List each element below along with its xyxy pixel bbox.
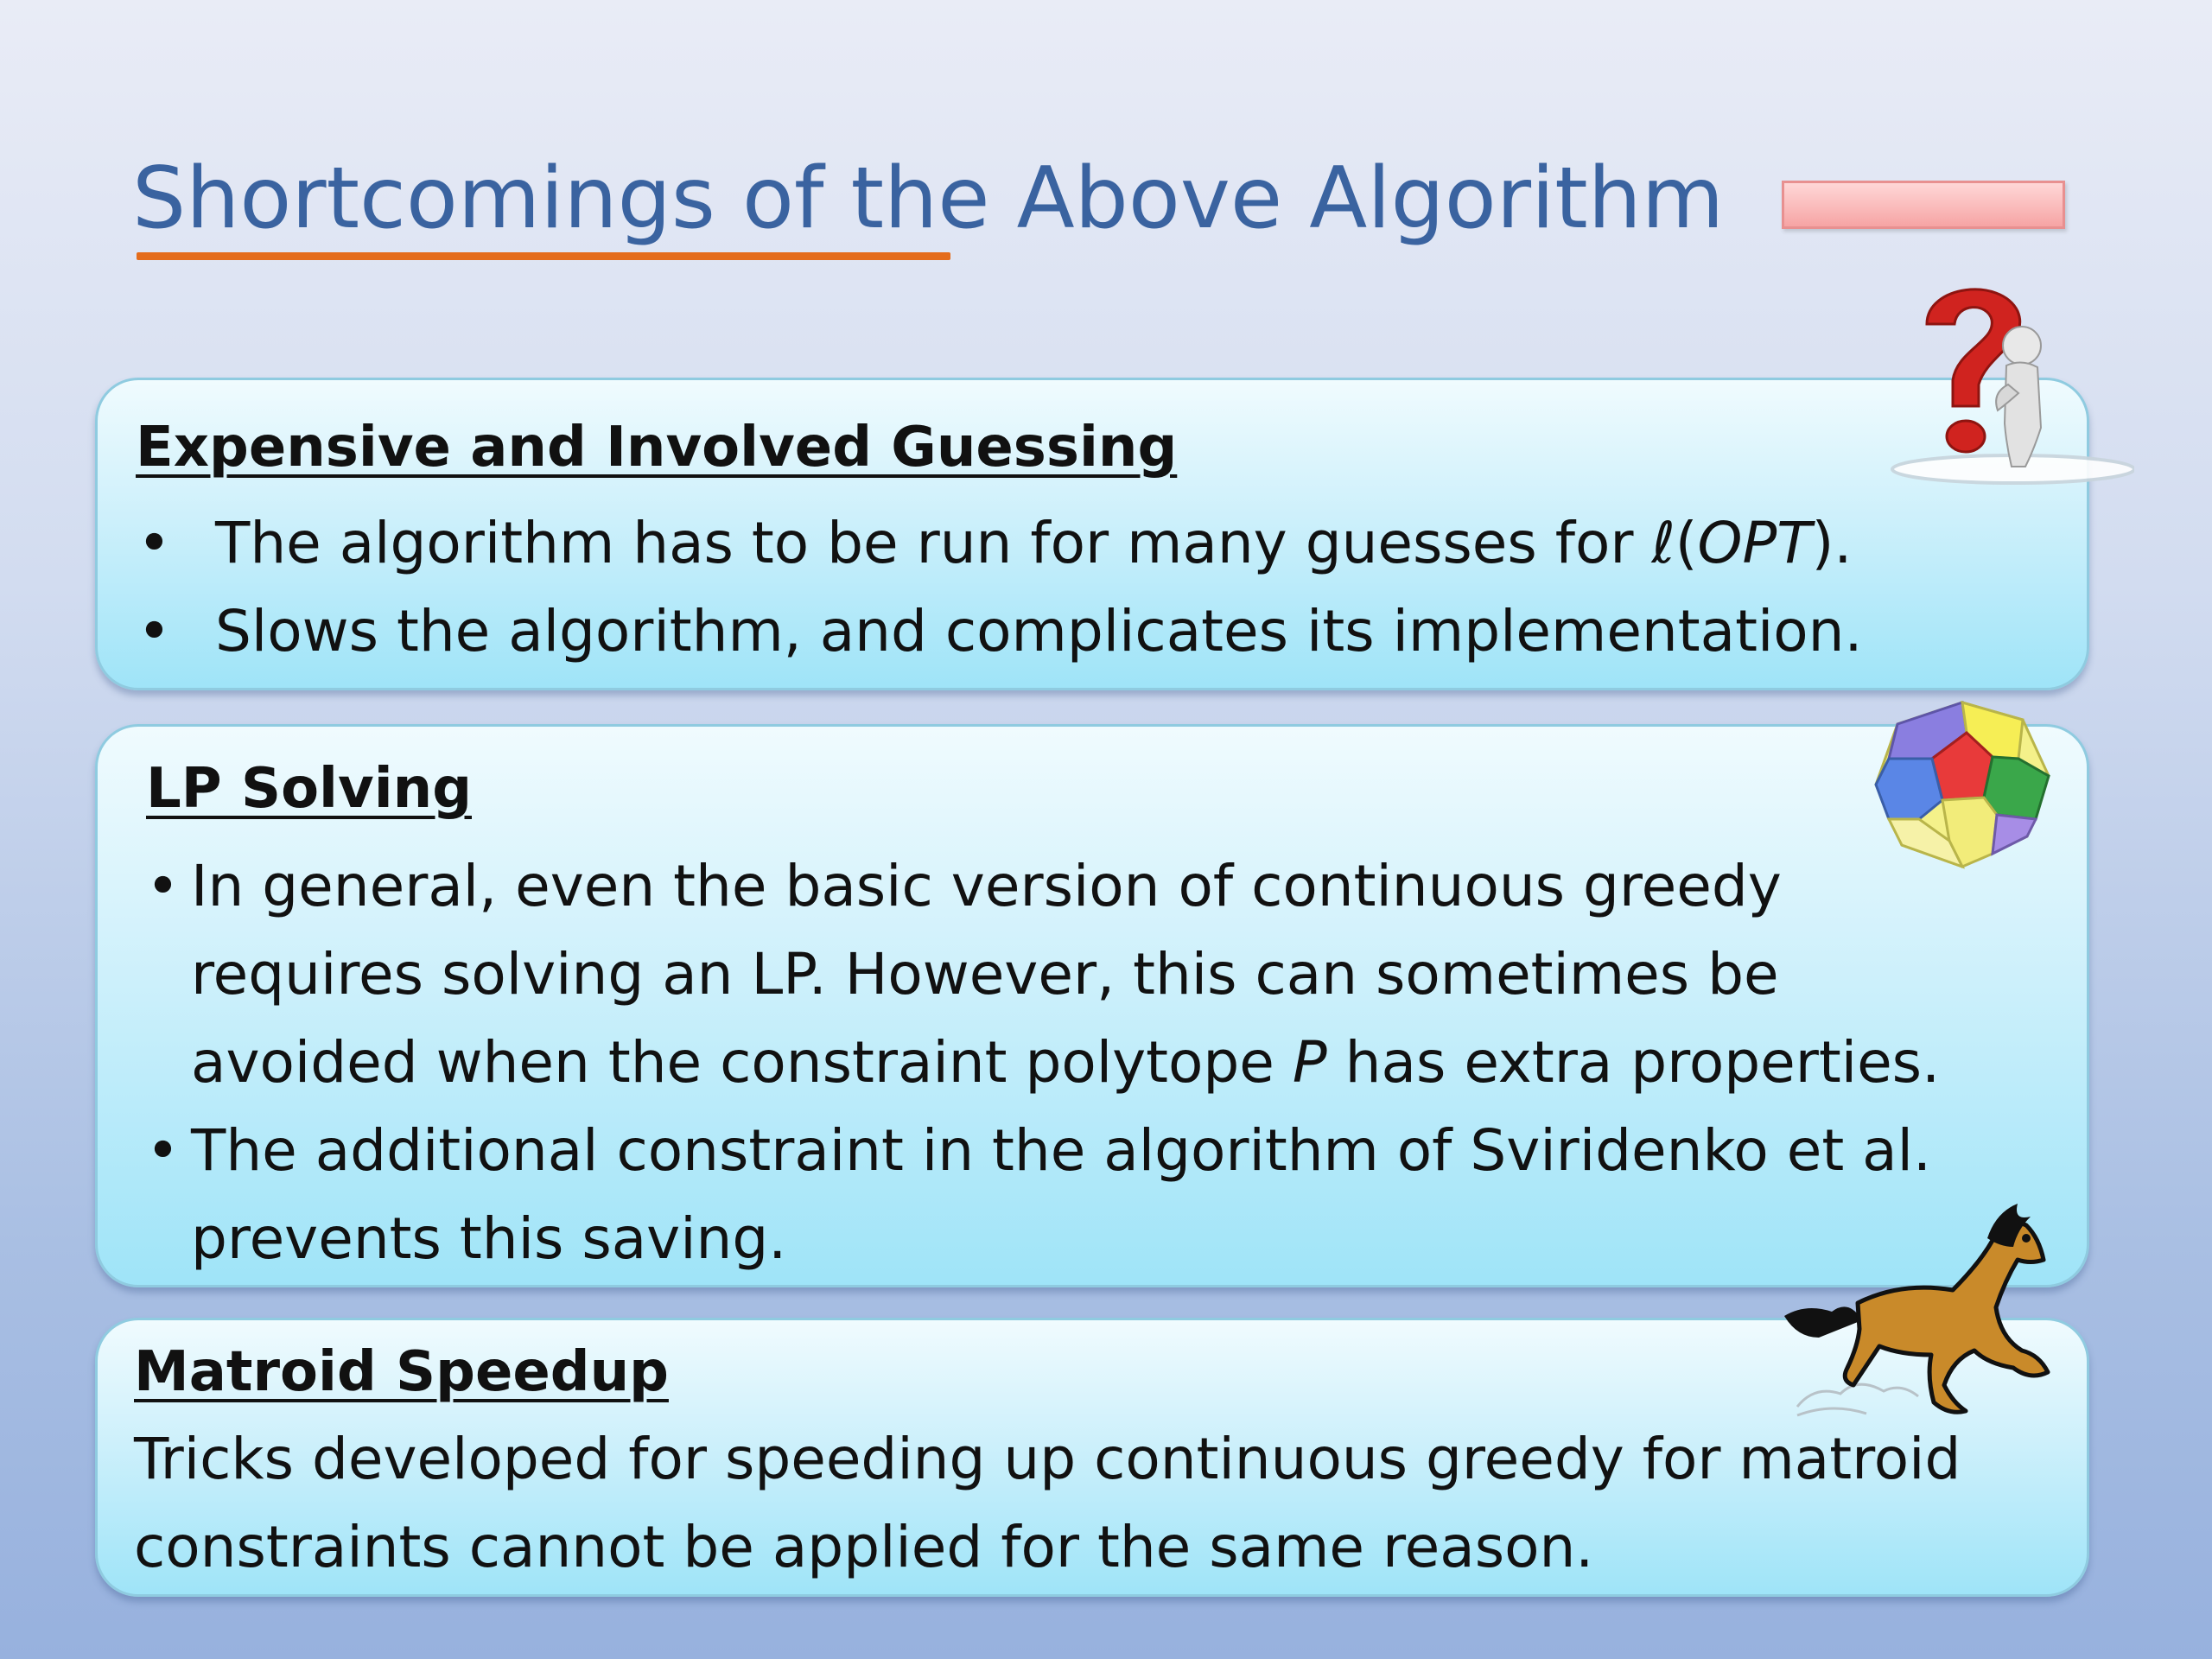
polytope-variable: P [1292, 1029, 1327, 1096]
guessing-bullet-2 [132, 588, 2059, 676]
lp-bullet-2 [146, 1107, 2133, 1195]
matroid-paragraph [134, 1415, 2069, 1592]
slide-title: Shortcomings of the Above Algorithm [132, 149, 1725, 248]
question-mark-figure-icon [1849, 264, 2134, 497]
guessing-bullet-1 [132, 499, 2059, 588]
dodecahedron-icon [1872, 698, 2053, 871]
bullet-dot: • [146, 1117, 180, 1184]
ell-symbol: ℓ [1651, 510, 1675, 576]
guessing-section-box [95, 378, 2089, 690]
bullet-dot: • [137, 510, 171, 576]
bullet-dot: • [146, 853, 180, 919]
lp-bullet-1-continuation [146, 1019, 2133, 1107]
lp-bullet-2-line-2: prevents this saving. [191, 1205, 787, 1272]
opt-variable: OPT [1697, 510, 1812, 576]
pink-rectangle-shape [1782, 181, 2065, 229]
math-close-paren: ). [1811, 510, 1853, 576]
lp-bullet-1 [146, 842, 2133, 931]
guessing-bullet-1-text: The algorithm has to be run for many guesses for [215, 510, 1652, 576]
lp-heading: LP Solving [146, 757, 472, 821]
bullet-dot: • [137, 598, 171, 664]
guessing-bullet-list [132, 499, 2059, 676]
running-horse-icon [1780, 1199, 2056, 1424]
guessing-heading: Expensive and Involved Guessing [136, 416, 1178, 480]
title-underline [137, 252, 950, 260]
lp-bullet-2-line-1: The additional constraint in the algorithm of Sviridenko et al. [191, 1117, 1931, 1184]
matroid-line-1: Tricks developed for speeding up continuous greedy for matroid [134, 1426, 1961, 1492]
math-open-paren: ( [1675, 510, 1698, 576]
lp-bullet-1-line-2: requires solving an LP. However, this can sometimes be [191, 941, 1779, 1007]
lp-bullet-1-line-3-post: has extra properties. [1326, 1029, 1941, 1096]
lp-bullet-1-line-1: In general, even the basic version of continuous greedy [191, 853, 1782, 919]
lp-bullet-1-line-3-pre: avoided when the constraint polytope [191, 1029, 1293, 1096]
matroid-heading: Matroid Speedup [134, 1340, 669, 1404]
lp-bullet-1-continuation [146, 931, 2133, 1019]
matroid-line-2: constraints cannot be applied for the same reason. [134, 1514, 1594, 1580]
guessing-bullet-2-text: Slows the algorithm, and complicates its implementation. [215, 598, 1863, 664]
